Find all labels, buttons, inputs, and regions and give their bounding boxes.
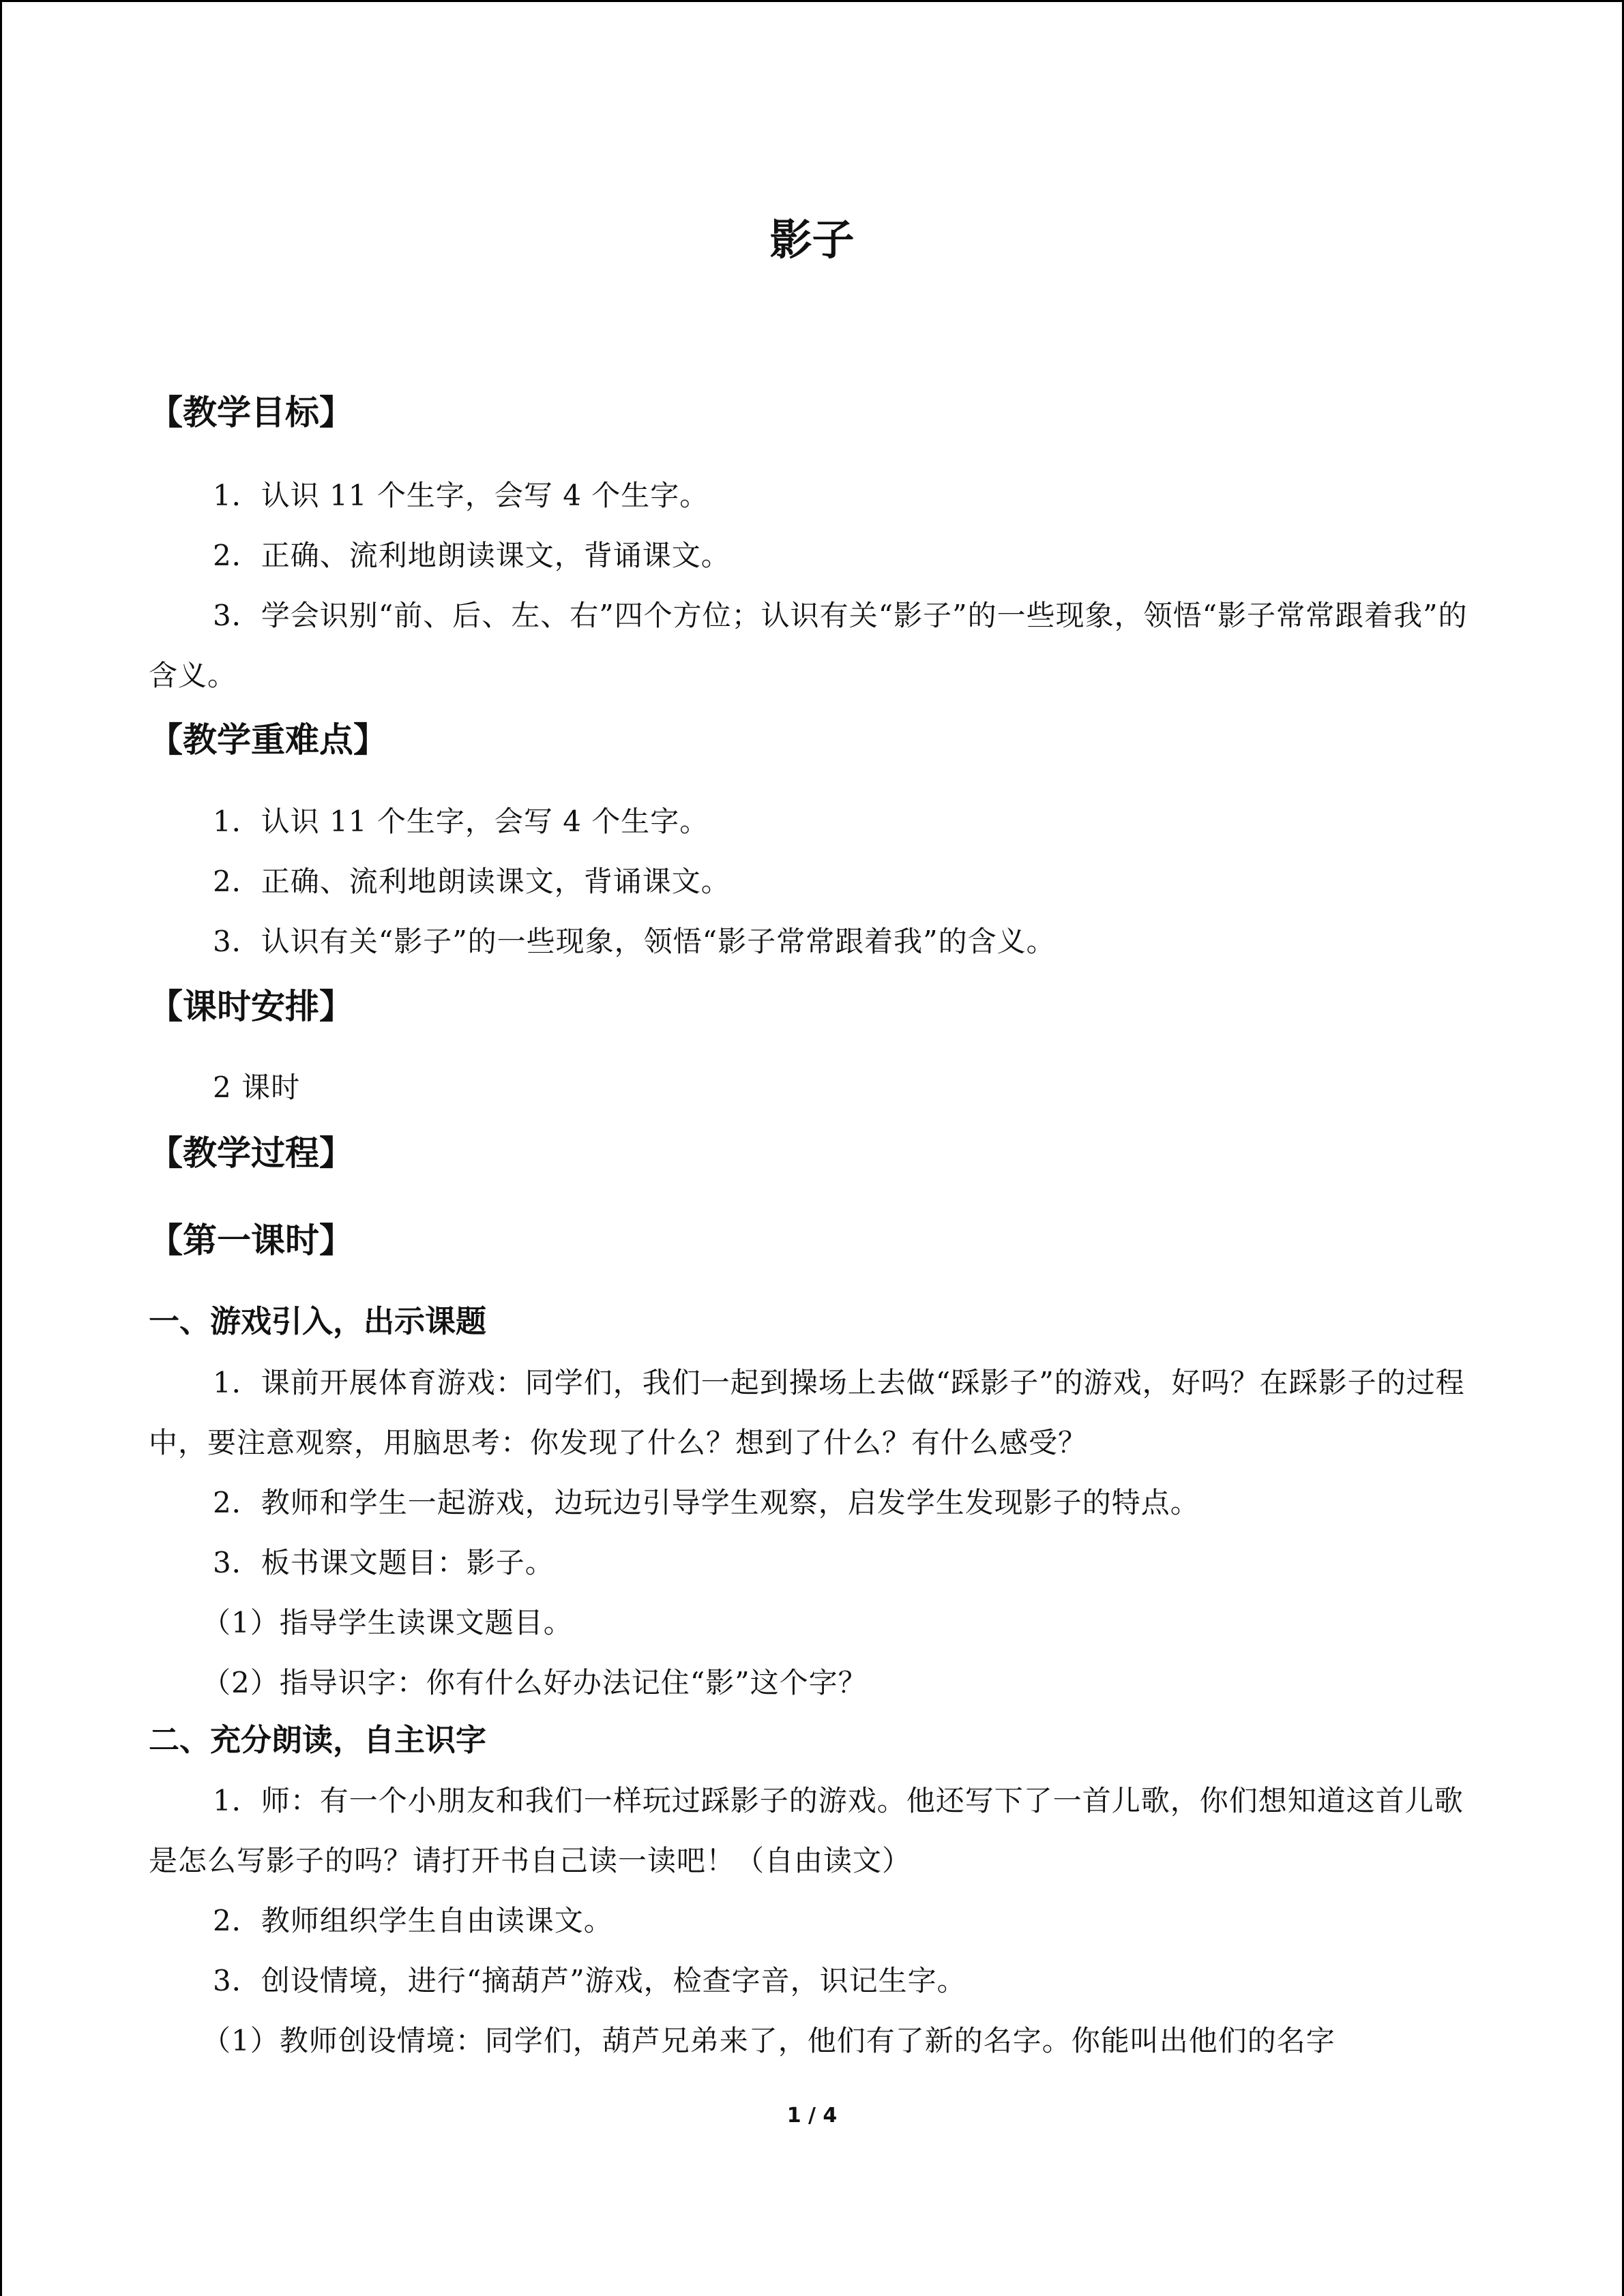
part1-subitem-2: （2）指导识字：你有什么好办法记住“影”这个字？ (202, 1666, 868, 1699)
part1-item-2: 2．教师和学生一起游戏，边玩边引导学生观察，启发学生发现影子的特点。 (213, 1486, 1200, 1519)
page-border-top (0, 0, 1624, 2)
part2-subitem-1: （1）教师创设情境：同学们，葫芦兄弟来了，他们有了新的名字。你能叫出他们的名字 (202, 2024, 1335, 2057)
page-border-left (0, 0, 2, 2296)
part2-item-2: 2．教师组织学生自由读课文。 (213, 1904, 613, 1937)
part1-subitem-1: （1）指导学生读课文题目。 (202, 1606, 573, 1639)
key-point-item-1: 1．认识 11 个生字，会写 4 个生字。 (213, 805, 709, 838)
goal-item-2: 2．正确、流利地朗读课文，背诵课文。 (213, 539, 730, 572)
document-title: 影子 (769, 215, 855, 265)
part1-item-1: 1．课前开展体育游戏：同学们，我们一起到操场上去做“踩影子”的游戏，好吗？在踩影子的过程中，要注意观察，用脑思考：你发现了什么？想到了什么？有什么感受？ (149, 1366, 1465, 1459)
part2-item-1: 1．师：有一个小朋友和我们一样玩过踩影子的游戏。他还写下了一首儿歌，你们想知道这首儿歌是怎么写影子的吗？请打开书自己读一读吧！（自由读文） (149, 1784, 1464, 1877)
subheading-part1: 一、游戏引入，出示课题 (149, 1303, 487, 1339)
goal-item-3: 3．学会识别“前、后、左、右”四个方位；认识有关“影子”的一些现象，领悟“影子常常跟着我”的含义。 (149, 599, 1468, 692)
part1-item-3: 3．板书课文题目：影子。 (213, 1546, 555, 1579)
key-point-item-3: 3．认识有关“影子”的一些现象，领悟“影子常常跟着我”的含义。 (213, 925, 1056, 958)
section-heading-lesson1: 【第一课时】 (149, 1221, 353, 1260)
goal-item-1: 1．认识 11 个生字，会写 4 个生字。 (213, 479, 709, 512)
section-heading-schedule: 【课时安排】 (149, 987, 353, 1026)
key-point-item-2: 2．正确、流利地朗读课文，背诵课文。 (213, 865, 730, 898)
schedule-text: 2 课时 (213, 1071, 301, 1104)
section-heading-process: 【教学过程】 (149, 1133, 353, 1173)
page-number: 1 / 4 (786, 2104, 838, 2128)
section-heading-goals: 【教学目标】 (149, 393, 353, 432)
part2-item-3: 3．创设情境，进行“摘葫芦”游戏，检查字音，识记生字。 (213, 1964, 966, 1997)
subheading-part2: 二、充分朗读，自主识字 (149, 1722, 487, 1758)
section-heading-key-points: 【教学重难点】 (149, 720, 387, 760)
